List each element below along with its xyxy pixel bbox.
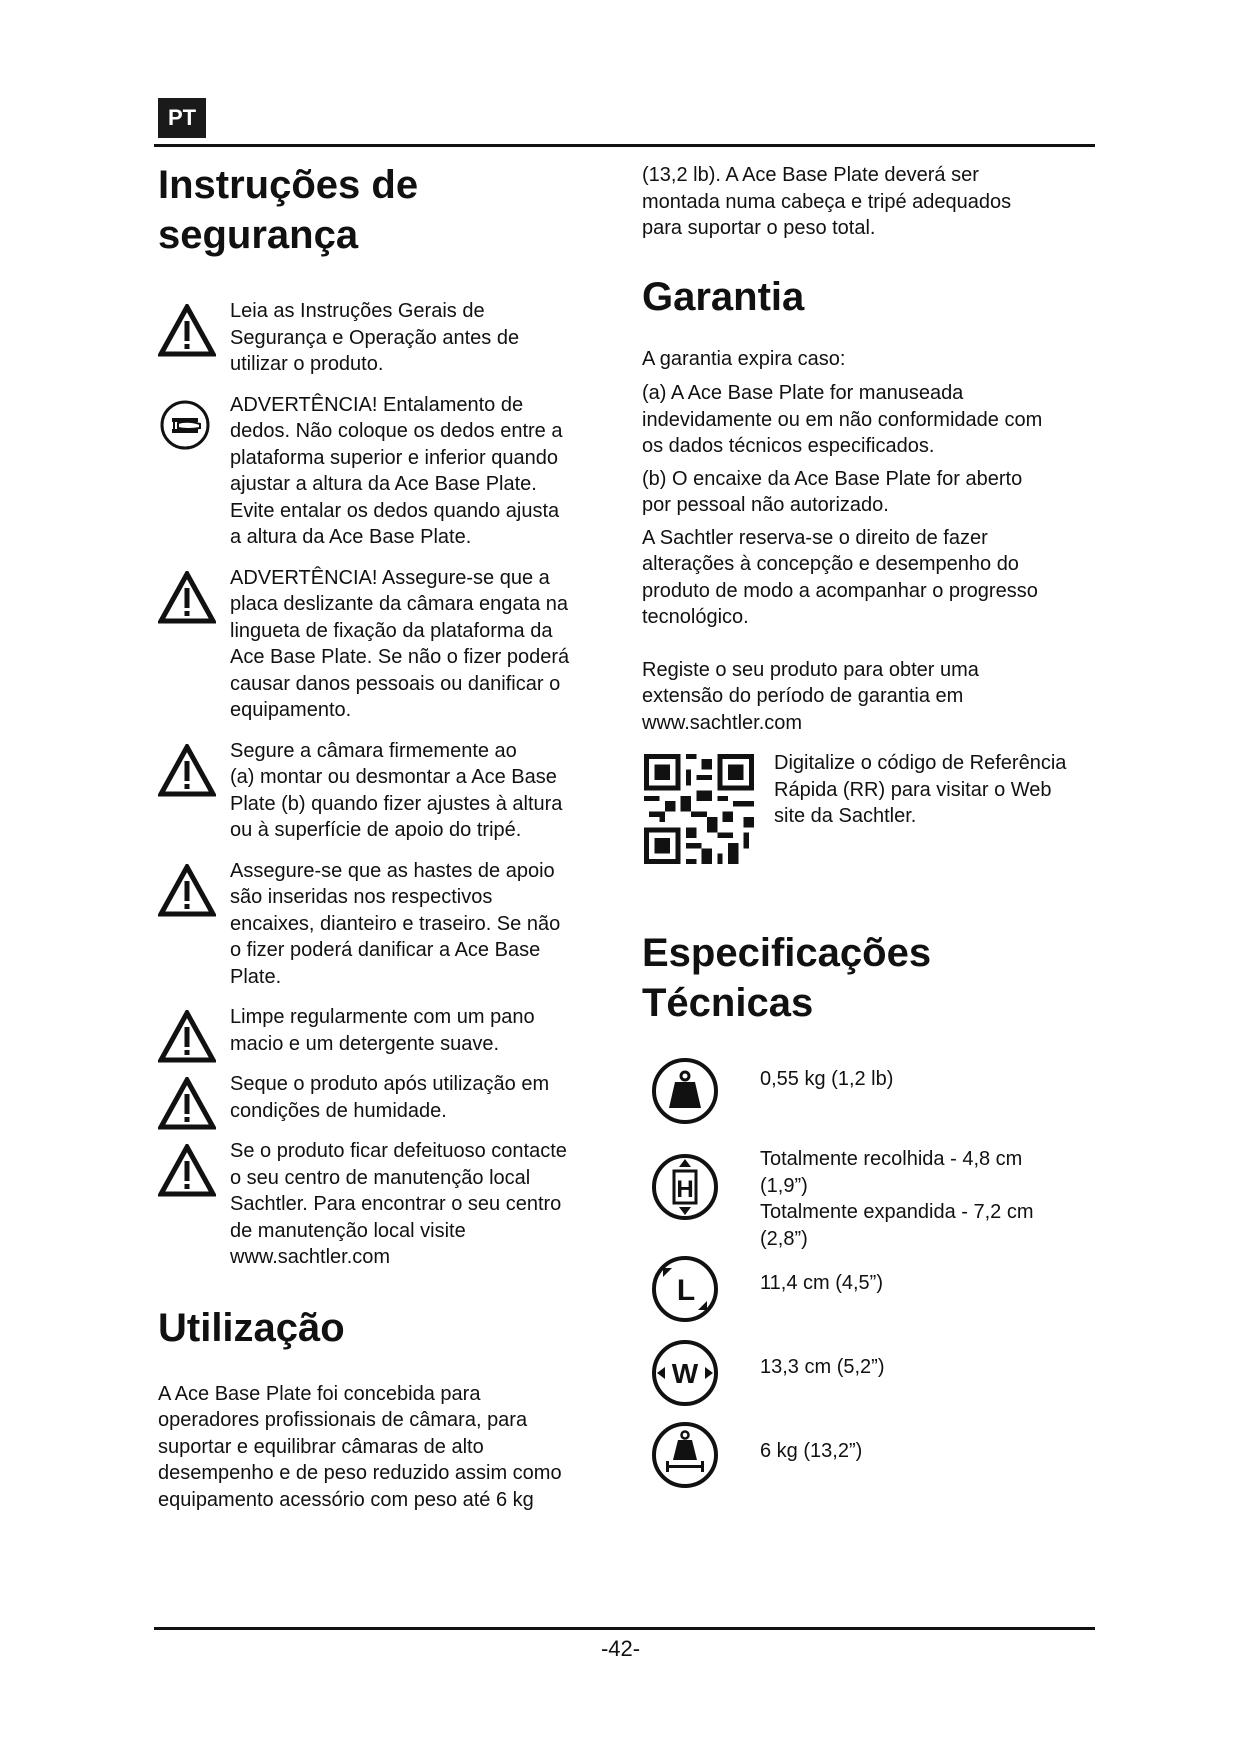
safety-item-text: Segurança e Operação antes de	[230, 326, 520, 349]
usage-continuation: (13,2 lb). A Ace Base Plate deverá ser montada numa cabeça e tripé adequados para suportar o peso total.	[642, 164, 1012, 239]
spec-value: (2,8”)	[760, 1227, 808, 1250]
spec-item	[642, 1270, 1097, 1328]
safety-item-text: (a) montar ou desmontar a Ace Base	[230, 766, 557, 788]
spec-item	[642, 1146, 1097, 1256]
top-divider	[154, 144, 1095, 147]
spec-value: Totalmente recolhida - 4,8 cm	[760, 1148, 1023, 1170]
safety-item-text: o fizer poderá danificar a Ace Base	[230, 939, 541, 961]
spec-item	[642, 1066, 1097, 1124]
safety-item-text: ou à superfície de apoio do tripé.	[230, 819, 522, 841]
warranty-reserve: A Sachtler reserva-se o direito de fazer alterações à concepção e desempenho do produto de modo a acompanhar o progresso tecnológico.	[642, 526, 1038, 628]
warning-triangle-icon	[158, 1144, 216, 1198]
spec-item	[642, 1354, 1097, 1412]
qr-block	[642, 750, 1097, 890]
svg-text:W: W	[671, 1358, 699, 1389]
safety-item-text: Assegure-se que as hastes de apoio	[230, 859, 555, 882]
safety-item-text: Evite entalar os dedos quando ajusta	[230, 499, 560, 522]
safety-item-text: ADVERTÊNCIA! Assegure-se que a	[230, 566, 550, 589]
safety-item-text: lingueta de fixação da plataforma da	[230, 619, 553, 642]
safety-item-text: ADVERTÊNCIA! Entalamento de	[230, 393, 524, 416]
usage-text: A Ace Base Plate foi concebida para operadores profissionais de câmara, para suportar e equilibrar câmaras de alto desempenho e de peso reduzido assim como equipamento acessório com peso até 6 kg	[158, 1382, 562, 1511]
safety-item	[158, 738, 608, 844]
specs-title: Especificações Técnicas	[642, 931, 932, 1025]
safety-item-text: causar danos pessoais ou danificar o	[230, 672, 561, 695]
width-icon	[650, 1338, 720, 1408]
safety-item-text: placa deslizante da câmara engata na	[230, 593, 569, 615]
warranty-intro: A garantia expira caso:	[642, 347, 846, 370]
safety-list	[158, 298, 608, 1271]
safety-item-text: Ace Base Plate. Se não o fizer poderá	[230, 646, 570, 668]
spec-value: 6 kg (13,2”)	[760, 1440, 863, 1462]
safety-item	[158, 858, 608, 991]
safety-item-text: Limpe regularmente com um pano	[230, 1006, 535, 1028]
safety-item	[158, 298, 608, 378]
warning-triangle-icon	[158, 1077, 216, 1131]
safety-item	[158, 1004, 608, 1057]
warranty-title: Garantia	[642, 274, 805, 319]
safety-item-text: são inseridas nos respectivos	[230, 886, 493, 908]
safety-item-text: o seu centro de manutenção local	[230, 1166, 531, 1189]
safety-item-text: de manutenção local visite	[230, 1219, 466, 1242]
safety-item	[158, 565, 608, 724]
warning-triangle-icon	[158, 304, 216, 358]
spec-value: 13,3 cm (5,2”)	[760, 1356, 885, 1378]
weight-icon	[650, 1056, 720, 1126]
warranty-item-a: (a) A Ace Base Plate for manuseada indevidamente ou em não conformidade com os dados técnicos especificados.	[642, 382, 1043, 457]
warning-triangle-icon	[158, 864, 216, 918]
safety-item-text: Plate.	[230, 965, 282, 988]
safety-item-text: Seque o produto após utilização em	[230, 1073, 550, 1095]
warning-triangle-icon	[158, 744, 216, 798]
safety-item-text: Plate (b) quando fizer ajustes à altura	[230, 792, 563, 815]
bottom-divider	[154, 1627, 1095, 1630]
left-column	[158, 160, 608, 1513]
warranty-item-b: (b) O encaixe da Ace Base Plate for aberto por pessoal não autorizado.	[642, 467, 1023, 516]
safety-item-text: encaixes, dianteiro e traseiro. Se não	[230, 912, 561, 935]
spec-list	[642, 1066, 1097, 1496]
payload-icon	[650, 1420, 720, 1490]
right-column	[642, 162, 1097, 1496]
safety-item-text: www.sachtler.com	[230, 1246, 391, 1268]
safety-item-text: dedos. Não coloque os dedos entre a	[230, 420, 563, 442]
safety-item-text: equipamento.	[230, 699, 352, 721]
spec-value: 11,4 cm (4,5”)	[760, 1272, 883, 1294]
length-icon	[650, 1254, 720, 1324]
warning-triangle-icon	[158, 571, 216, 625]
safety-item	[158, 1138, 608, 1271]
page-number: -42-	[600, 1636, 641, 1661]
safety-item-text: Sachtler. Para encontrar o seu centro	[230, 1193, 562, 1215]
safety-item-text: macio e um detergente suave.	[230, 1032, 500, 1055]
qr-code-icon[interactable]	[644, 754, 754, 864]
safety-item-text: Se o produto ficar defeituoso contacte	[230, 1140, 567, 1162]
spec-value: Totalmente expandida - 7,2 cm	[760, 1201, 1034, 1223]
safety-item-text: plataforma superior e inferior quando	[230, 446, 558, 469]
safety-item	[158, 1071, 608, 1124]
qr-text: Digitalize o código de Referência Rápida (RR) para visitar o Web site da Sachtler.	[774, 752, 1067, 827]
finger-pinch-icon	[158, 398, 216, 452]
spec-value: 0,55 kg (1,2 lb)	[760, 1068, 894, 1090]
spec-value: (1,9”)	[760, 1174, 808, 1197]
safety-item-text: utilizar o produto.	[230, 353, 384, 375]
safety-item-text: condições de humidade.	[230, 1099, 447, 1122]
safety-title: Instruções de segurança	[158, 163, 419, 257]
svg-text:L: L	[676, 1274, 696, 1307]
safety-item-text: Leia as Instruções Gerais de	[230, 300, 485, 322]
height-icon	[650, 1152, 720, 1222]
safety-item-text: a altura da Ace Base Plate.	[230, 526, 472, 548]
safety-item-text: ajustar a altura da Ace Base Plate.	[230, 473, 537, 495]
safety-item-text: Segure a câmara firmemente ao	[230, 739, 517, 762]
usage-title: Utilização	[158, 1305, 345, 1350]
spec-item	[642, 1438, 1097, 1496]
svg-text:H: H	[676, 1176, 694, 1203]
language-badge: PT	[158, 98, 206, 138]
safety-item	[158, 392, 608, 551]
warranty-register: Registe o seu produto para obter uma extensão do período de garantia em www.sachtler.com	[642, 658, 979, 734]
warning-triangle-icon	[158, 1010, 216, 1064]
